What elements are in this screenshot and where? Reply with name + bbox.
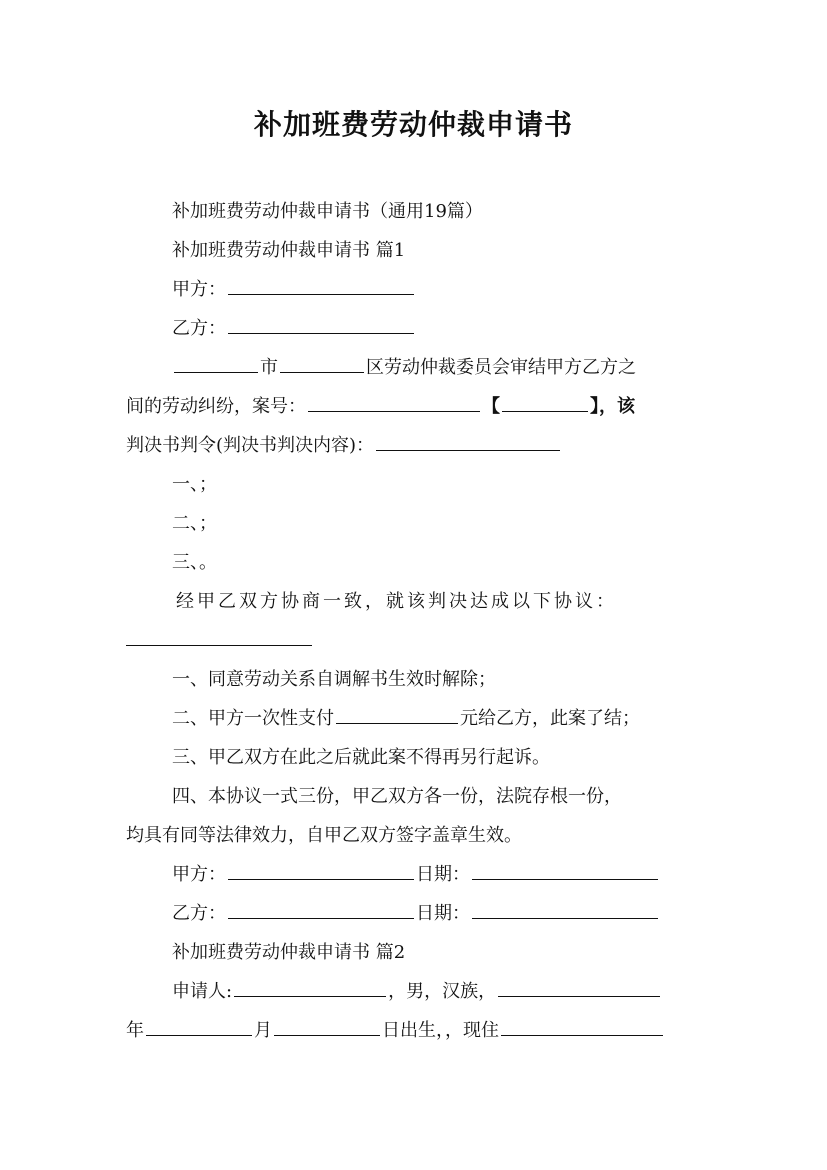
document-title: 补加班费劳动仲裁申请书 xyxy=(253,108,573,141)
signature-b-line xyxy=(172,899,706,929)
residence-blank xyxy=(501,1016,663,1036)
signature-b-label: 乙方： xyxy=(172,903,226,924)
party-a-label: 甲方： xyxy=(172,279,226,300)
paragraph-1-line-3 xyxy=(126,431,706,461)
paragraph-1-line-2 xyxy=(126,392,706,422)
section-heading-2: 补加班费劳动仲裁申请书 篇2 xyxy=(172,942,406,963)
case-number-blank xyxy=(308,392,480,412)
city-text: 市 xyxy=(260,357,278,378)
judgment-blank xyxy=(376,431,560,451)
party-a-line xyxy=(172,275,706,305)
birth-month-blank xyxy=(274,1016,380,1036)
signature-b-blank xyxy=(228,899,414,919)
agreement-item-2-a: 二、甲方一次性支付 xyxy=(172,708,334,729)
birth-month-label: 月 xyxy=(254,1020,272,1041)
payment-amount-blank xyxy=(336,704,458,724)
party-a-blank xyxy=(228,275,414,295)
agreement-item-3: 三、甲乙双方在此之后就此案不得再另行起诉。 xyxy=(172,747,550,768)
agreement-intro-blank-line xyxy=(126,626,706,656)
item-3: 三、。 xyxy=(172,552,217,573)
birth-line xyxy=(126,1016,706,1046)
applicant-line xyxy=(172,977,706,1007)
applicant-name-blank xyxy=(234,977,386,997)
signature-a-line xyxy=(172,860,706,890)
agreement-item-2 xyxy=(172,704,706,734)
agreement-intro-blank xyxy=(126,626,312,646)
date-a-blank xyxy=(472,860,658,880)
document-subtitle: 补加班费劳动仲裁申请书（通用19篇） xyxy=(172,201,483,222)
birth-year-blank xyxy=(146,1016,252,1036)
signature-a-label: 甲方： xyxy=(172,864,226,885)
section-heading-1: 补加班费劳动仲裁申请书 篇1 xyxy=(172,240,406,261)
paragraph-1-line-1 xyxy=(172,353,706,383)
applicant-gender: ，男，汉族， xyxy=(388,981,497,1002)
bracket-open: 【 xyxy=(482,396,500,417)
agreement-intro: 经甲乙双方协商一致，就该判决达成以下协议： xyxy=(176,591,617,612)
district-blank xyxy=(280,353,364,373)
agreement-item-4-line-2: 均具有同等法律效力，自甲乙双方签字盖章生效。 xyxy=(126,825,522,846)
birth-year-label: 年 xyxy=(126,1020,144,1041)
agreement-item-4-line-1: 四、本协议一式三份，甲乙双方各一份，法院存根一份， xyxy=(172,786,622,807)
agreement-item-2-b: 元给乙方，此案了结； xyxy=(460,708,640,729)
agreement-item-1: 一、同意劳动关系自调解书生效时解除； xyxy=(172,669,496,690)
district-text: 区劳动仲裁委员会审结甲方乙方之 xyxy=(366,357,636,378)
judgment-label: 判决书判令(判决书判决内容)： xyxy=(126,435,375,456)
party-b-line xyxy=(172,314,706,344)
applicant-label: 申请人: xyxy=(172,981,233,1002)
birth-day-label: 日出生，，现住 xyxy=(382,1020,499,1041)
city-blank xyxy=(174,353,258,373)
applicant-info-blank xyxy=(498,977,660,997)
signature-a-blank xyxy=(228,860,414,880)
item-2: 二、； xyxy=(172,513,217,534)
case-number-label: 间的劳动纠纷，案号： xyxy=(126,396,306,417)
date-b-label: 日期： xyxy=(416,903,470,924)
bracket-close: 】，该 xyxy=(590,396,635,417)
party-b-blank xyxy=(228,314,414,334)
date-b-blank xyxy=(472,899,658,919)
date-a-label: 日期： xyxy=(416,864,470,885)
bracket-blank xyxy=(502,392,588,412)
item-1: 一、； xyxy=(172,474,217,495)
party-b-label: 乙方： xyxy=(172,318,226,339)
